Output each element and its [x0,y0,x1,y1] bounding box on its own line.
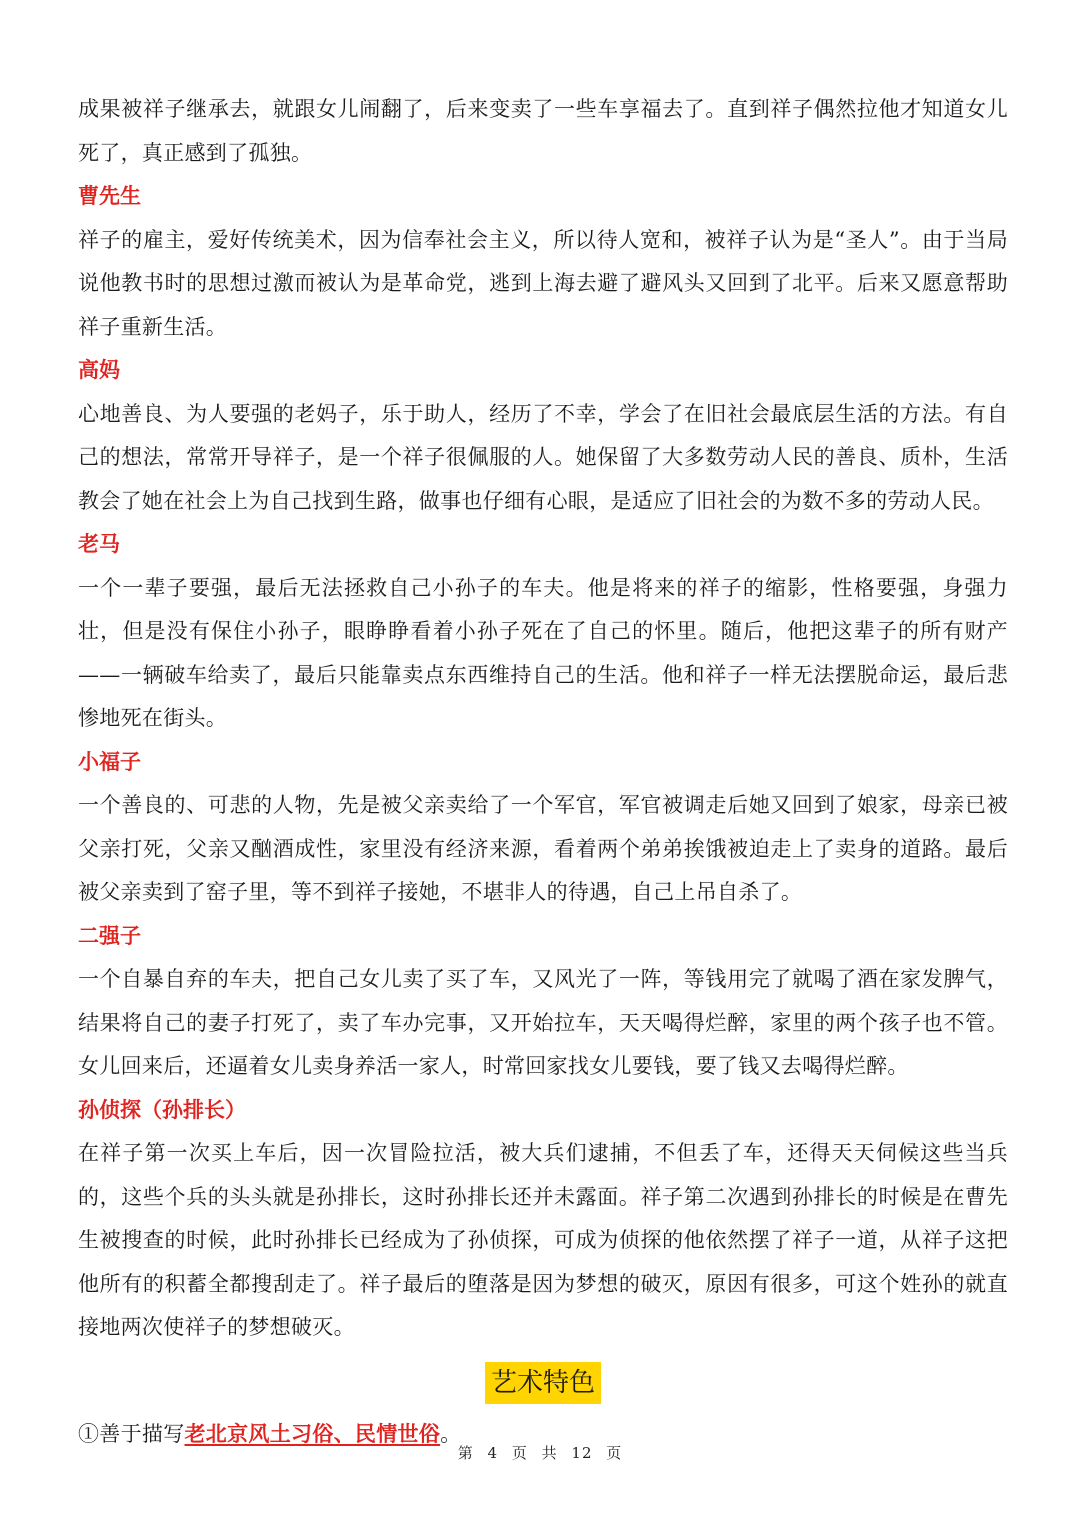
art-point-1-suffix: 。 [440,1421,462,1446]
character-heading-xiaofuzi: 小福子 [78,749,141,774]
footer-page-number: 4 [487,1444,499,1462]
character-desc-cao: 祥子的雇主，爱好传统美术，因为信奉社会主义，所以待人宽和，被祥子认为是“圣人”。由于当局说他教书时的思想过激而被认为是革命党，逃到上海去避了避风头又回到了北平。后来又愿意帮助祥子重新生活。 [78,227,1008,339]
character-heading-erqiangzi: 二强子 [78,923,141,948]
footer-word-gong: 共 [541,1444,558,1462]
character-desc-sun: 在祥子第一次买上车后，因一次冒险拉活，被大兵们逮捕，不但丢了车，还得天天伺候这些当兵的，这些个兵的头头就是孙排长，这时孙排长还并未露面。祥子第二次遇到孙排长的时候是在曹先生被搜查的时候，此时孙排长已经成为了孙侦探，可成为侦探的他依然摆了祥子一道，从祥子这把他所有的积蓄全都搜刮走了。祥子最后的堕落是因为梦想的破灭，原因有很多，可这个姓孙的就直接地两次使祥子的梦想破灭。 [78,1141,1008,1339]
art-point-1-highlight: 老北京风土习俗、民情世俗 [184,1420,441,1446]
art-point-1-prefix: ①善于描写 [78,1421,185,1446]
character-desc-erqiangzi: 一个自暴自弃的车夫，把自己女儿卖了买了车，又风光了一阵，等钱用完了就喝了酒在家发脾气，结果将自己的妻子打死了，卖了车办完事，又开始拉车，天天喝得烂醉，家里的两个孩子也不管。女儿回来后，还逼着女儿卖身养活一家人，时常回家找女儿要钱，要了钱又去喝得烂醉。 [78,967,1008,1078]
character-desc-xiaofuzi: 一个善良的、可悲的人物，先是被父亲卖给了一个军官，军官被调走后她又回到了娘家，母亲已被父亲打死，父亲又酗酒成性，家里没有经济来源，看着两个弟弟挨饿被迫走上了卖身的道路。最后被父亲卖到了窑子里，等不到祥子接她，不堪非人的待遇，自己上吊自杀了。 [78,793,1008,904]
page-content [78,88,1008,1456]
footer-word-di: 第 [457,1444,474,1462]
section-title-wrap [78,1362,1008,1406]
character-heading-cao: 曹先生 [78,184,141,208]
footer-word-ye: 页 [511,1444,528,1462]
page-footer [0,1442,1080,1463]
character-heading-sun: 孙侦探（孙排长） [78,1097,246,1122]
footer-word-ye-2: 页 [606,1444,623,1462]
footer-total-pages: 12 [571,1444,593,1462]
intro-paragraph: 成果被祥子继承去，就跟女儿闹翻了，后来变卖了一些车享福去了。直到祥子偶然拉他才知道女儿死了，真正感到了孤独。 [78,97,1008,165]
character-desc-gaoma: 心地善良、为人要强的老妈子，乐于助人，经历了不幸，学会了在旧社会最底层生活的方法。有自己的想法，常常开导祥子，是一个祥子很佩服的人。她保留了大多数劳动人民的善良、质朴，生活教会了她在社会上为自己找到生路，做事也仔细有心眼，是适应了旧社会的为数不多的劳动人民。 [78,401,1008,513]
character-heading-gaoma: 高妈 [78,358,120,382]
character-heading-laoma: 老马 [78,532,120,556]
section-title: 艺术特色 [485,1362,601,1404]
character-desc-laoma: 一个一辈子要强，最后无法拯救自己小孙子的车夫。他是将来的祥子的缩影，性格要强，身强力壮，但是没有保住小孙子，眼睁睁看着小孙子死在了自己的怀里。随后，他把这辈子的所有财产——一辆破车给卖了，最后只能靠卖点东西维持自己的生活。他和祥子一样无法摆脱命运，最后悲惨地死在街头。 [78,575,1008,730]
